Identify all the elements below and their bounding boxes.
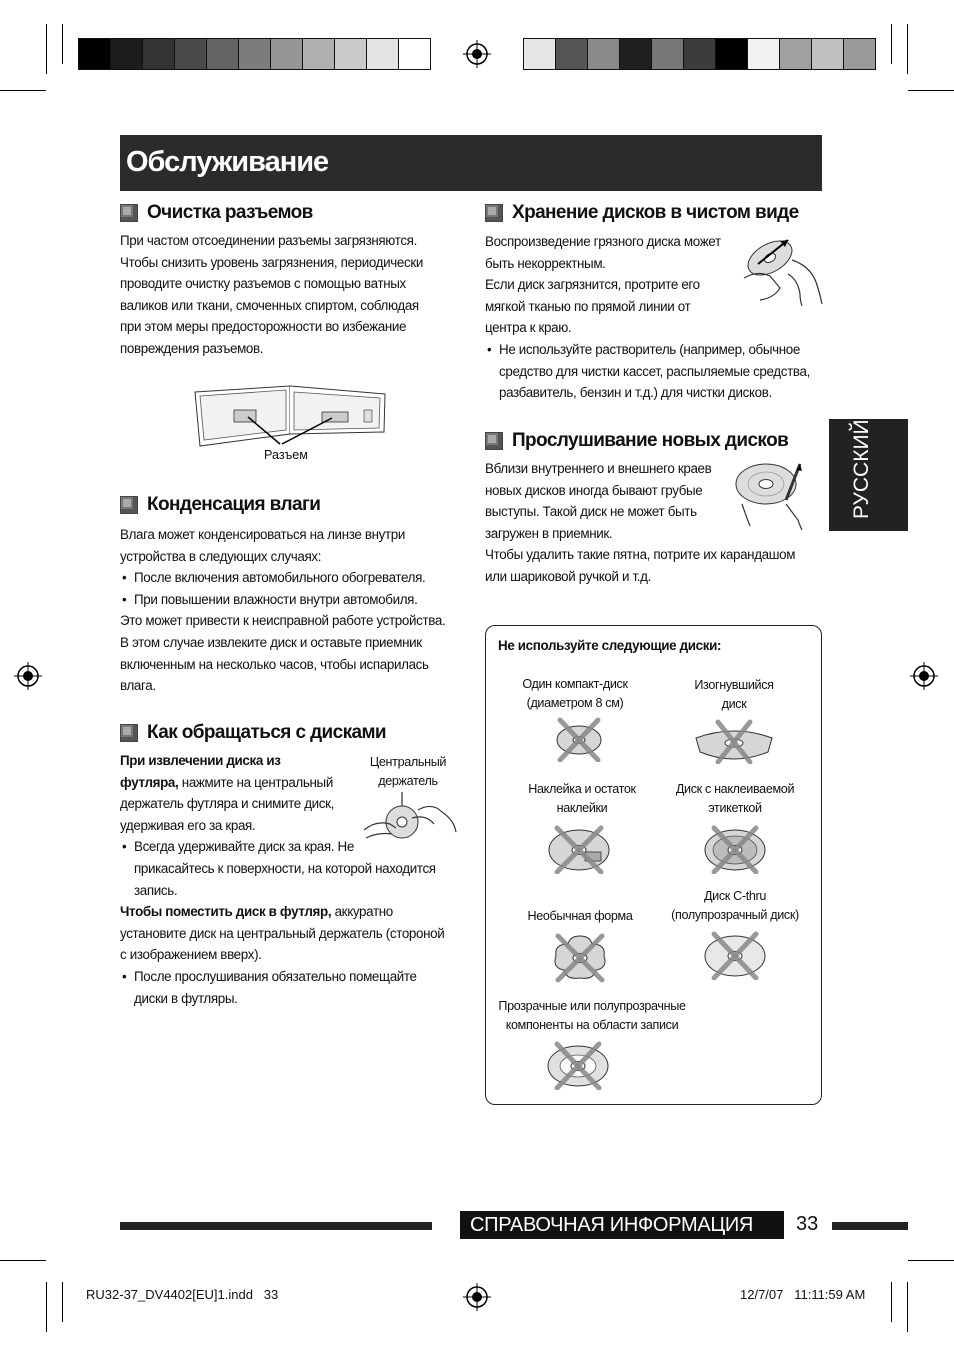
color-swatch — [78, 38, 111, 70]
figure-label-holder — [366, 753, 450, 791]
figure-label-connector: Разъем — [264, 448, 308, 462]
section-title: Хранение дисков в чистом виде — [512, 202, 799, 223]
section-square-icon — [120, 724, 138, 742]
receiver-connectors-illustration — [190, 372, 390, 450]
section-square-icon — [485, 432, 503, 450]
page-title: Обслуживание — [126, 146, 329, 178]
color-swatch — [523, 38, 556, 70]
text-line: (полупрозрачный диск) — [671, 908, 799, 922]
bullet-item — [485, 339, 820, 404]
registration-mark-icon — [14, 662, 42, 690]
color-swatch — [142, 38, 175, 70]
color-swatch — [779, 38, 812, 70]
text-line: Один компакт-диск — [522, 677, 628, 691]
text-line: Центральный — [369, 755, 447, 769]
printer-datetime: 12/7/07 11:11:59 AM — [740, 1287, 866, 1302]
registration-mark-icon — [463, 40, 491, 68]
disc-pencil-illustration — [734, 460, 808, 530]
color-swatch — [747, 38, 780, 70]
color-swatch — [555, 38, 588, 70]
bold-text: футляра, — [120, 774, 179, 790]
text-line: или шариковой ручкой и т.д. — [485, 568, 651, 584]
text-line: установите диск на центральный держатель (стороной — [120, 925, 445, 941]
section-heading-handling — [120, 720, 386, 746]
section-square-icon — [120, 204, 138, 222]
text-line: • Не используйте растворитель (например, обычное — [499, 341, 801, 357]
text-line: средство для чистки кассет, распыляемые средства, — [499, 363, 810, 379]
registration-mark-icon — [910, 662, 938, 690]
section-heading-condensation — [120, 492, 320, 518]
color-swatch — [683, 38, 716, 70]
text-line: этикеткой — [708, 801, 762, 815]
section-square-icon — [485, 204, 503, 222]
text-line: новых дисков иногда бывают грубые — [485, 482, 703, 498]
text-line: Диск с наклеиваемой — [675, 782, 795, 796]
language-tab — [829, 419, 908, 531]
color-swatch — [651, 38, 684, 70]
odd-shape-disc-icon — [550, 932, 610, 984]
disc-case-hand-illustration — [362, 792, 460, 850]
color-swatch — [238, 38, 271, 70]
page-number: 33 — [796, 1213, 819, 1235]
text-line: Необычная форма — [527, 909, 633, 923]
bullet-item: • При повышении влажности внутри автомобиля. — [120, 589, 465, 611]
section-heading-new-discs — [485, 428, 788, 454]
text-line: держатель футляра и снимите диск, — [120, 796, 335, 812]
small-disc-icon — [552, 716, 606, 762]
printer-file-info: RU32-37_DV4402[EU]1.indd 33 — [86, 1287, 279, 1302]
color-swatch — [715, 38, 748, 70]
color-swatch — [587, 38, 620, 70]
color-swatch — [843, 38, 876, 70]
text-line: выступы. Такой диск не может быть — [485, 504, 697, 520]
color-swatch — [366, 38, 399, 70]
footer-section-text: СПРАВОЧНАЯ ИНФОРМАЦИЯ — [470, 1214, 754, 1236]
registration-mark-icon — [463, 1283, 491, 1311]
bold-text: Чтобы поместить диск в футляр, — [120, 904, 332, 920]
text-line: При частом отсоединении разъемы загрязняются. — [120, 233, 417, 248]
text-line: быть некорректным. — [485, 255, 606, 271]
footer-bar-right — [832, 1222, 908, 1230]
text-line: устройства в следующих случаях: — [120, 548, 322, 564]
bullet-item — [120, 966, 465, 1009]
color-swatch — [398, 38, 431, 70]
color-swatch — [334, 38, 367, 70]
footer-bar-left — [120, 1222, 432, 1230]
disc-label-small — [500, 675, 650, 713]
section-title: Прослушивание новых дисков — [512, 430, 789, 451]
text-line: диски в футляры. — [134, 990, 238, 1006]
sticker-disc-icon — [545, 824, 613, 874]
text-line: Вблизи внутреннего и внешнего краев — [485, 461, 712, 476]
section-title: Конденсация влаги — [147, 494, 321, 515]
warning-box-title: Не используйте следующие диски: — [498, 638, 722, 653]
transparent-disc-icon — [545, 1040, 611, 1090]
text-line: повреждения разъемов. — [120, 340, 264, 356]
text-line: Чтобы снизить уровень загрязнения, периодически — [120, 254, 423, 270]
disc-label-sticker — [500, 780, 664, 818]
text-line: Наклейка и остаток — [528, 782, 636, 796]
text-line: диск — [721, 697, 747, 711]
text-line: разбавитель, бензин и т.д.) для чистки дисков. — [499, 385, 772, 401]
cleaning-text — [120, 230, 460, 360]
text-line: запись. — [134, 882, 178, 898]
disc-label-label — [660, 780, 810, 818]
color-swatch — [110, 38, 143, 70]
text-line: Прозрачные или полупрозрачные — [498, 999, 686, 1013]
text-line: компоненты на области записи — [505, 1018, 679, 1032]
text-line: Воспроизведение грязного диска может — [485, 234, 721, 249]
text-line: удерживая его за края. — [120, 817, 256, 833]
disc-label-transparent — [490, 997, 694, 1035]
text-line: • После прослушивания обязательно помещайте — [134, 968, 417, 984]
text-line: Чтобы удалить такие пятна, потрите их карандашом — [485, 547, 796, 563]
text-line: Если диск загрязнится, протрите его — [485, 277, 700, 293]
text-line: проводите очистку разъемов с помощью ватных — [120, 276, 406, 292]
section-heading-storage — [485, 200, 799, 226]
page-header — [120, 135, 822, 191]
text-line: (диаметром 8 см) — [526, 696, 624, 710]
text-line: наклейки — [556, 801, 608, 815]
section-title: Очистка разъемов — [147, 202, 313, 223]
text-line: загружен в приемник. — [485, 525, 613, 541]
condensation-text — [120, 524, 465, 697]
bullet-item: • После включения автомобильного обогревателя. — [120, 567, 465, 589]
color-swatch — [811, 38, 844, 70]
text-line: мягкой тканью по прямой линии от — [485, 298, 691, 314]
text-line: включенным на несколько часов, чтобы испарилась — [120, 656, 429, 672]
text-line: Изогнувшийся — [694, 678, 774, 692]
section-heading-cleaning — [120, 200, 313, 226]
text-span: нажмите на центральный — [178, 774, 333, 790]
footer-section-label — [460, 1211, 784, 1239]
color-swatch — [206, 38, 239, 70]
disc-label-warped — [660, 676, 808, 714]
text-line: • Всегда удерживайте диск за края. Не — [134, 839, 354, 855]
text-line: влага. — [120, 678, 156, 694]
color-swatch — [270, 38, 303, 70]
text-line: с изображением вверх). — [120, 947, 262, 963]
color-swatch — [174, 38, 207, 70]
warped-disc-icon — [692, 718, 776, 764]
text-line: прикасайтесь к поверхности, на которой находится — [134, 860, 436, 876]
section-square-icon — [120, 496, 138, 514]
text-line: Диск C-thru — [703, 889, 766, 903]
label-disc-icon — [700, 824, 770, 874]
text-line — [120, 901, 465, 923]
section-title: Как обращаться с дисками — [147, 722, 387, 743]
disc-label-cthru — [660, 887, 810, 925]
disc-label-odd-shape — [500, 907, 660, 926]
text-line: держатель — [378, 774, 438, 788]
text-line: при этом меры предосторожности во избежание — [120, 319, 407, 335]
color-swatch — [619, 38, 652, 70]
text-span: аккуратно — [331, 904, 393, 920]
text-line: валиков или ткани, смоченных спиртом, соблюдая — [120, 297, 419, 313]
text-line: Это может привести к неисправной работе устройства. — [120, 613, 446, 629]
language-tab-label: РУССКИЙ — [850, 419, 873, 519]
cthru-disc-icon — [700, 930, 770, 980]
bold-text: При извлечении диска из — [120, 753, 281, 768]
color-swatch — [302, 38, 335, 70]
text-line: В этом случае извлеките диск и оставьте приемник — [120, 634, 422, 650]
disc-cleaning-illustration — [740, 230, 824, 306]
text-line: центра к краю. — [485, 320, 572, 336]
text-line: Влага может конденсироваться на линзе внутри — [120, 527, 406, 542]
